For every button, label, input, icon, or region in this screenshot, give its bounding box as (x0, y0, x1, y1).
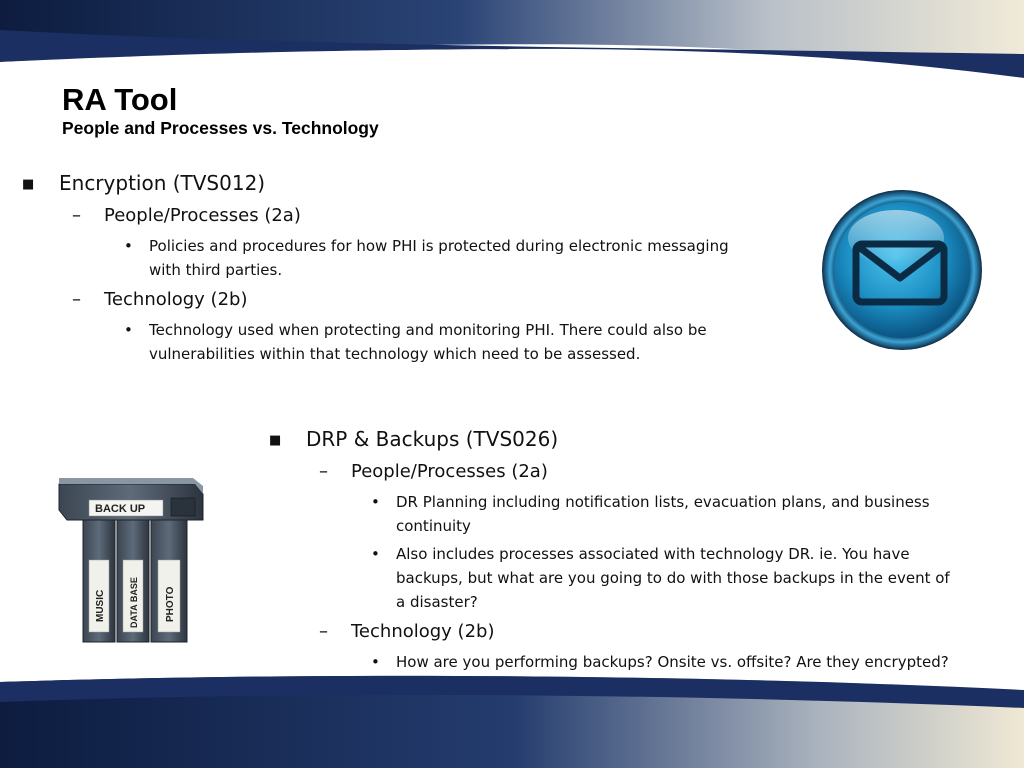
drp-people-item (269, 460, 950, 484)
drp-people-bullet-1 (269, 490, 950, 538)
bullet-line: a disaster? (396, 593, 478, 611)
dot-bullet-icon: • (371, 653, 380, 671)
dash-bullet-icon: – (72, 205, 81, 226)
drp-section (269, 426, 950, 674)
backup-drives-image (55, 470, 207, 646)
drp-item (269, 426, 950, 452)
bullet-line: continuity (396, 517, 471, 535)
dash-bullet-icon: – (319, 461, 328, 482)
bullet-line: How are you performing backups? Onsite vs. offsite? Are they encrypted? (396, 653, 949, 671)
bullet-line: DR Planning including notification lists, evacuation plans, and business (396, 493, 930, 511)
bullet-line: Policies and procedures for how PHI is protected during electronic messaging (149, 237, 729, 255)
encryption-heading: Encryption (TVS012) (59, 171, 266, 195)
square-bullet-icon: ■ (269, 433, 282, 448)
encryption-technology-label: Technology (2b) (104, 289, 248, 310)
drp-technology-bullet (269, 650, 950, 674)
bullet-line: backups, but what are you going to do with those backups in the event of (396, 569, 950, 587)
encryption-technology-bullet (22, 318, 729, 366)
backup-label: BACK UP (95, 503, 146, 515)
drp-technology-item (269, 620, 950, 644)
encryption-people-bullet (22, 234, 729, 282)
bullet-line: Technology used when protecting and monitoring PHI. There could also be (149, 321, 707, 339)
bottom-decorative-band (0, 668, 1024, 768)
drp-technology-label: Technology (2b) (351, 621, 495, 642)
drp-people-bullet-2 (269, 542, 950, 614)
dash-bullet-icon: – (72, 289, 81, 310)
photo-label: PHOTO (165, 586, 176, 622)
slide-title: RA Tool (62, 82, 178, 117)
dot-bullet-icon: • (124, 321, 133, 339)
title-block (62, 82, 379, 138)
square-bullet-icon: ■ (22, 177, 35, 192)
dot-bullet-icon: • (371, 545, 380, 563)
encryption-people-item (22, 204, 729, 228)
database-label: DATA BASE (129, 577, 139, 628)
encryption-people-label: People/Processes (2a) (104, 205, 301, 226)
dot-bullet-icon: • (371, 493, 380, 511)
encryption-section (22, 170, 729, 366)
bullet-line: Also includes processes associated with technology DR. ie. You have (396, 545, 910, 563)
slide-subtitle: People and Processes vs. Technology (62, 118, 379, 138)
bullet-line: vulnerabilities within that technology which need to be assessed. (149, 345, 641, 363)
drp-heading: DRP & Backups (TVS026) (306, 427, 559, 451)
encryption-technology-item (22, 288, 729, 312)
dot-bullet-icon: • (124, 237, 133, 255)
encryption-item (22, 170, 729, 196)
bullet-line: with third parties. (149, 261, 283, 279)
dash-bullet-icon: – (319, 621, 328, 642)
drp-people-label: People/Processes (2a) (351, 461, 548, 482)
music-label: MUSIC (95, 589, 106, 622)
envelope-icon (818, 186, 986, 354)
